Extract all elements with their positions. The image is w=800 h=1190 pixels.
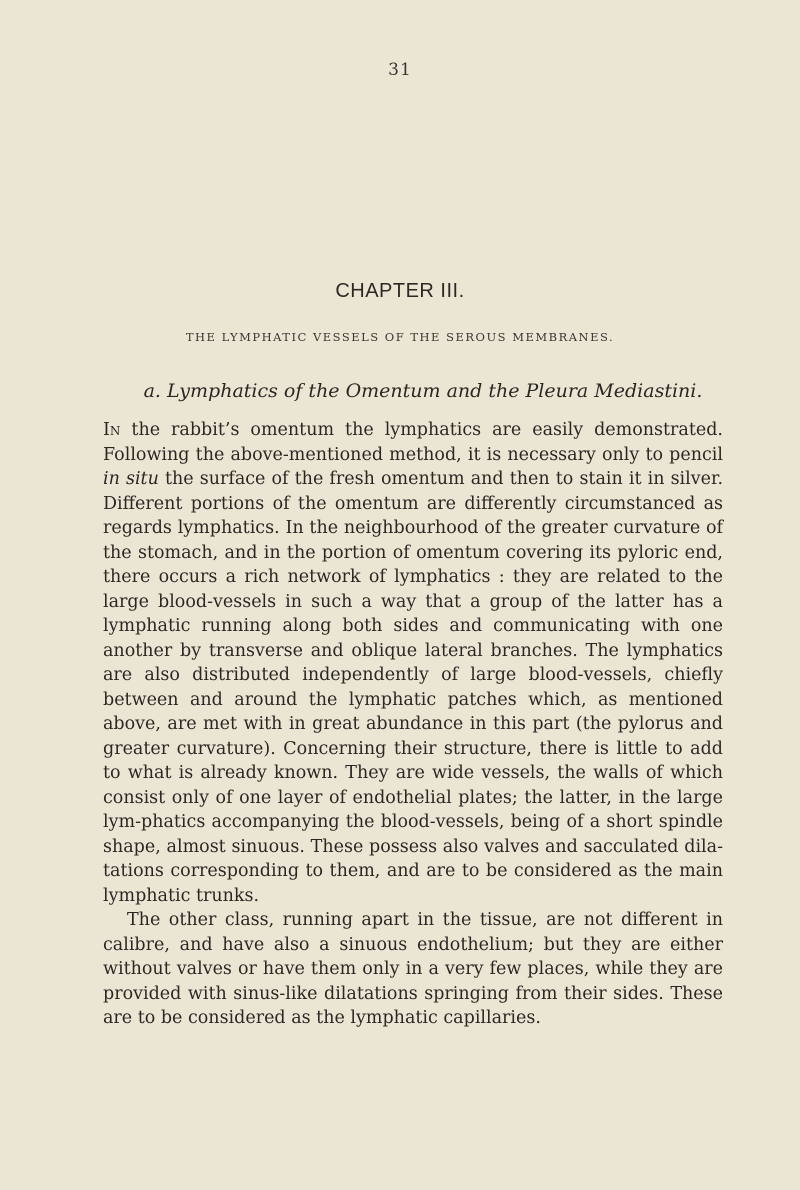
body-text [103,418,723,1031]
section-heading: a. Lymphatics of the Omentum and the Pleura Mediastini. [143,380,703,402]
page-number: 31 [388,60,412,80]
chapter-subtitle: THE LYMPHATIC VESSELS OF THE SEROUS MEMBRANES. [185,330,615,344]
paragraph-1 [103,418,723,908]
italic-term: in situ [103,469,159,489]
chapter-title: CHAPTER III. [335,280,465,302]
paragraph-1-part-2: the surface of the fresh omentum and then to stain it in silver. Different portions of the omentum are differently circumstanced as regards lymphatics. In the neighbourhood of the greater curvature of the stomach, and in the portion of omentum covering its pyloric end, there occurs a rich network of lymphatics : they are related to the large blood-vessels in such a way that a group of the latter has a lymphatic running along both sides and communicating with one another by transverse and oblique lateral branches. The lymphatics are also distributed independently of large blood-vessels, chiefly between and around the lymphatic patches which, as mentioned above, are met with in great abundance in this part (the pylorus and greater curvature). Concerning their structure, there is little to add to what is already known. They are wide vessels, the walls of which consist only of one layer of endothelial plates; the latter, in the large lym-phatics accompanying the blood-vessels, being of a short spindle shape, almost sinuous. These possess also valves and sacculated dila-tations corresponding to them, and are to be considered as the main lymphatic trunks. [103,469,724,906]
paragraph-1-part-1: the rabbit’s omentum the lymphatics are easily demonstrated. Following the above-mentioned method, it is necessary only to pencil [103,420,723,465]
paragraph-2: The other class, running apart in the tissue, are not different in calibre, and have also a sinuous endothelium; but they are either without valves or have them only in a very few places, while they are provided with sinus-like dilatations springing from their sides. These are to be considered as the lymphatic capillaries. [103,910,723,1028]
paragraph-lead-in: In [103,420,121,440]
